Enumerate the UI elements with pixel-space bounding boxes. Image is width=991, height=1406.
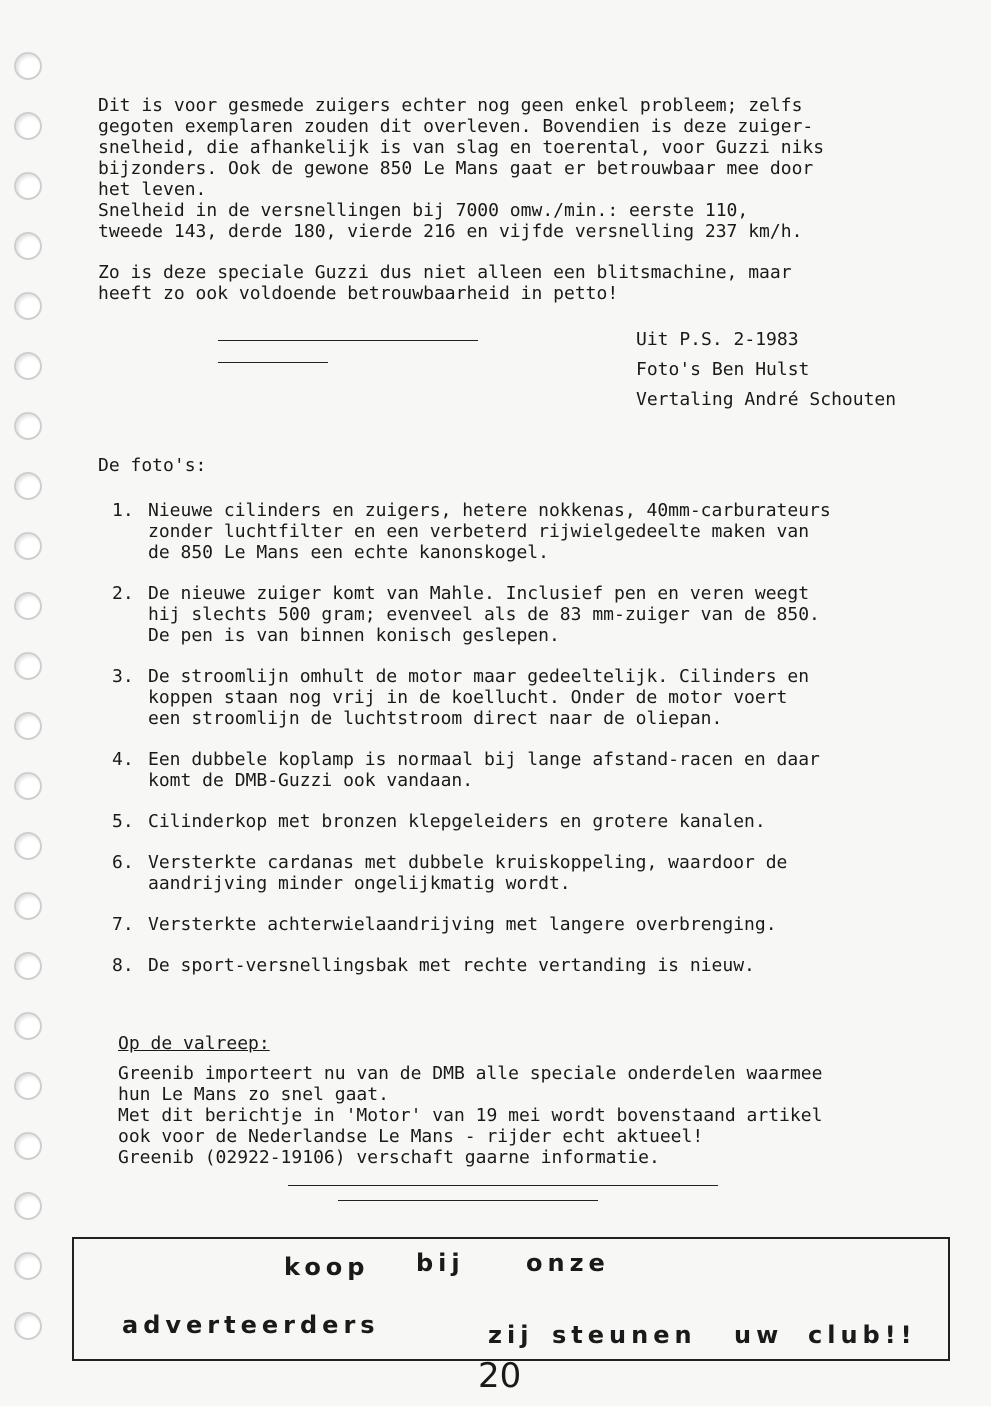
binder-hole	[14, 652, 42, 680]
binder-hole	[14, 832, 42, 860]
list-item: 4. Een dubbele koplamp is normaal bij lange afstand-racen en daar komt de DMB-Guzzi ook vandaan.	[112, 749, 820, 791]
binder-hole	[14, 712, 42, 740]
photo-credit: Foto's Ben Hulst	[636, 359, 810, 380]
list-item: 5. Cilinderkop met bronzen klepgeleiders en grotere kanalen.	[112, 811, 766, 832]
banner-word: bij	[416, 1249, 465, 1277]
binder-hole	[14, 1312, 42, 1340]
translation-credit: Vertaling André Schouten	[636, 389, 897, 410]
text-line: Greenib importeert nu van de DMB alle speciale onderdelen waarmee	[118, 1063, 823, 1084]
banner-word: zij	[488, 1321, 534, 1349]
valreep-heading: Op de valreep:	[118, 1033, 270, 1054]
photos-heading: De foto's:	[98, 455, 207, 476]
text-line: heeft zo ook voldoende betrouwbaarheid in petto!	[98, 283, 619, 304]
binder-hole	[14, 232, 42, 260]
binder-hole	[14, 1012, 42, 1040]
text-line: bijzonders. Ook de gewone 850 Le Mans gaat er betrouwbaar mee door	[98, 158, 814, 179]
binder-hole	[14, 892, 42, 920]
banner-word: adverteerders	[122, 1311, 380, 1339]
binder-hole	[14, 412, 42, 440]
text-line: Dit is voor gesmede zuigers echter nog geen enkel probleem; zelfs	[98, 95, 803, 116]
source-credit: Uit P.S. 2-1983	[636, 329, 799, 350]
divider-line	[288, 1185, 718, 1186]
intro-paragraph	[98, 95, 824, 242]
binder-hole	[14, 1192, 42, 1220]
banner-word: steunen	[552, 1321, 697, 1349]
binder-hole	[14, 772, 42, 800]
binder-holes	[0, 0, 40, 1406]
banner-word: club!!	[808, 1321, 917, 1349]
text-line: Zo is deze speciale Guzzi dus niet alleen een blitsmachine, maar	[98, 262, 792, 283]
binder-hole	[14, 592, 42, 620]
binder-hole	[14, 52, 42, 80]
divider-line	[218, 362, 328, 363]
binder-hole	[14, 172, 42, 200]
text-line: tweede 143, derde 180, vierde 216 en vijfde versnelling 237 km/h.	[98, 221, 803, 242]
photo-caption-list	[112, 500, 912, 996]
binder-hole	[14, 1072, 42, 1100]
binder-hole	[14, 112, 42, 140]
binder-hole	[14, 352, 42, 380]
banner-word: uw	[734, 1321, 784, 1349]
binder-hole	[14, 952, 42, 980]
list-item: 7. Versterkte achterwielaandrijving met langere overbrenging.	[112, 914, 777, 935]
list-item: 6. Versterkte cardanas met dubbele kruiskoppeling, waardoor de aandrijving minder ongelijkmatig wordt.	[112, 852, 788, 894]
binder-hole	[14, 1132, 42, 1160]
page-number: 20	[478, 1356, 522, 1396]
divider-line	[338, 1200, 598, 1201]
list-item: 8. De sport-versnellingsbak met rechte vertanding is nieuw.	[112, 955, 755, 976]
banner-word: onze	[526, 1249, 610, 1277]
text-line: Snelheid in de versnellingen bij 7000 omw./min.: eerste 110,	[98, 200, 749, 221]
list-item: 1. Nieuwe cilinders en zuigers, hetere nokkenas, 40mm-carburateurs zonder luchtfilter en een verbeterd rijwielgedeelte maken van de 850 Le Mans een echte kanonskogel.	[112, 500, 831, 563]
binder-hole	[14, 472, 42, 500]
binder-hole	[14, 532, 42, 560]
advertisers-banner	[72, 1237, 950, 1361]
divider-line	[218, 340, 478, 341]
credits-block	[636, 325, 896, 415]
text-line: gegoten exemplaren zouden dit overleven. Bovendien is deze zuiger-	[98, 116, 814, 137]
valreep-paragraph	[118, 1063, 822, 1168]
binder-hole	[14, 292, 42, 320]
list-item: 3. De stroomlijn omhult de motor maar gedeeltelijk. Cilinders en koppen staan nog vrij in de koellucht. Onder de motor voert een stroomlijn de luchtstroom direct naar de oliepan.	[112, 666, 810, 729]
banner-word: koop	[284, 1253, 370, 1281]
text-line: hun Le Mans zo snel gaat.	[118, 1084, 389, 1105]
text-line: het leven.	[98, 179, 207, 200]
text-line: snelheid, die afhankelijk is van slag en toerental, voor Guzzi niks	[98, 137, 825, 158]
binder-hole	[14, 1252, 42, 1280]
list-item: 2. De nieuwe zuiger komt van Mahle. Inclusief pen en veren weegt hij slechts 500 gram; evenveel als de 83 mm-zuiger van de 850. De pen is van binnen konisch geslepen.	[112, 583, 820, 646]
conclusion-paragraph	[98, 262, 792, 304]
text-line: Greenib (02922-19106) verschaft gaarne informatie.	[118, 1147, 660, 1168]
text-line: ook voor de Nederlandse Le Mans - rijder echt aktueel!	[118, 1126, 704, 1147]
text-line: Met dit berichtje in 'Motor' van 19 mei wordt bovenstaand artikel	[118, 1105, 823, 1126]
